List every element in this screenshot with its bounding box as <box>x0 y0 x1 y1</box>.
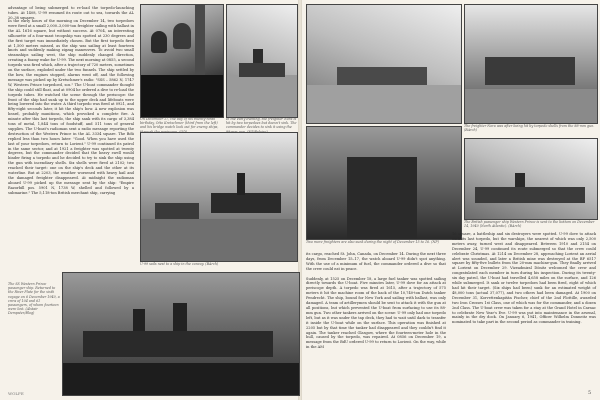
photo-5-caption: The freighter Nora was after being hit by torpedo shells from the 88-mm gun. (BArch) <box>464 124 595 133</box>
photo-western-prince <box>62 272 300 396</box>
page-number: 5 <box>588 390 592 396</box>
photo-7-caption: Two more freighters are also sunk during the night of December 15 to 16. (NP) <box>306 240 439 244</box>
left-footer: WOLFE <box>8 391 24 396</box>
photo-1-caption: On December 17, the day of his twenty-ninth birthday, Otto Kretschmer (third from the left) and his bridge watch look out for enemy ships, <box>140 117 219 130</box>
photo-4-caption: The SS Western Prince passenger ship. Returned to the River Plate for the sixth voyage on 6 December 1940, a crew of 104 and 61 passengers, of whom fourteen were lost. (Alstair Dempster/Blog) <box>8 282 60 316</box>
text-paragraph-1: advantage of being submerged to re-load the torpedo-launching tubes. At 1408, U-99 resumed its route out to sea, towards the AL 20–38 squares. <box>8 6 134 20</box>
photo-nora-gun <box>464 4 598 124</box>
photo-freighter-nora <box>226 4 298 118</box>
photo-uboat-tower <box>306 126 462 240</box>
photo-6-caption: The British passenger ship Western Prince is sent to the bottom on December 14, 1940 (North Atlantic). (BArch) <box>464 220 595 229</box>
photo-3-caption: U-99 sails next to a ship in the convoy. (BArch) <box>140 262 219 266</box>
photo-passenger-ship <box>464 138 598 220</box>
text-paragraph-2: In the early hours of the morning on December 14, two torpedoes were fired at a small 2,000–3,000-ton freighter sailing with ballast in the AL 1616 square, but without success. At 0704, an interesting silhouette of a four-mast troopship was spotted at 230 degrees and the first target was immediately chosen. But the first torpedo fired at 1,500 meters missed, as the ship was sailing at least fourteen knots and suddenly making zigzag maneuvers. To avoid two small steamships sailing west, the ship suddenly changed direction, creating a foamy wake for U-99. The next morning at 0855, a second torpedo was fired which, after a trajectory of 720 meters, sometimes on the surface, exploded under the two funnels. The ship settled by the bow, the engines stopped, alarms went off, and the following message was picked up by Kretschmer's radio: "SSS – 5862 N, 1747 W, Western Prince torpedoed, sos." The U-boat commander thought the ship could still float, and at 0904 he ordered a dive to re-load the torpedo tubes. He watched the scene through the periscope: the front of the ship had sunk up to the upper deck and lifeboats were being lowered into the water. A third torpedo was fired at 0921, and fifty-eight seconds later, it hit the ship's bow. A new explosion was heard, probably munitions, which provoked a complete fire. A minute after this last torpedo, the ship sank with its cargo of 3,384 tons of metal, 1,844 tons of foodstuff, and 511 tons of general supplies. The U-boat's radioman sent a radio message reporting the destruction of the Western Prince in the AL 3334 square. The Bdü replied less than two hours later: "Good. When you have used the last of your torpedoes, return to Lorient." U-99 continued its patrol in the same sector, and at 1921 a freighter was spotted at twenty degrees, but the commander decided that the heavy swell would hinder firing a torpedo and he decided to try to sink the ship using the gun with incendiary shells. Six shells were fired at 2102; two reached their target: one on the ship's deck and the other at its waterline. But at 2203, the weather worsened with heavy hail and the damaged freighter disappeared. At midnight the radioman aboard U-99 picked up the message sent by the ship: "Empire Razorbill pos. 5901 N, 1738 W, shelled and followed by a submarine." The 5,118-ton British merchant ship, carrying <box>8 19 134 195</box>
photo-periscope-officers <box>140 4 224 118</box>
text-column-2: 16 square, a battleship and six destroyers were spotted. U-99 dove to attack with its last torpedo, but the warships, the nearest of which was only 2,500 meters away, turned west and disappeared. Between 1910 and 2154 on December 24, U-99 continued its route submerged so that the crew could celebrate Christmas. At 1214 on December 28, approaching Lorient an aerial alert was sounded, and later a British mine was destroyed at the BF 6517 square by fifty-five bullets from the 20-mm machine-gun. They finally arrived at Lorient on December 29. Vizeadmiral Dönitz welcomed the crew and congratulated each member in turn during his inspection. During its twenty-six day patrol, the U-boat had travelled 4,658 miles on the surface, and 126 while submerged. It sank or twelve torpedoes had been fired, eight of which had hit their target. (Six ships had been) sunk for an estimated weight of 48,000 tons (actual 37,077), and two others had been damaged. At 1900 on December 31, Korvettenkapitän Fischer, chief of the 2nd Flottille, awarded two Iron Crosses 1st Class, one of which was for the commander, and a dozen 2nd Class. The U-boat crew was taken for a stay at the Grand Hotel in Carnac to celebrate New Year's Eve. U-99 was put into maintenance in the arsenal, mainly in the dry dock. On January 6, 1941, Officer Wilhelm Donneitz was nominated to take part in the second period as commander in training. <box>452 232 596 325</box>
photo-2-caption: In the early evening, the freighter Nora is hit by two torpedoes but doesn't sink. The commander decides to sink it using the <box>226 117 297 130</box>
photo-uboat-convoy <box>140 132 298 262</box>
photo-ship-sinking <box>306 4 462 124</box>
text-column-1: its cargo, reached St. John, Canada, on December 14. During the next three days, from December 15–17, the watch aboard U-99 didn't spot anything. With the use of a minimum of fuel, the commander ordered a dive so that the crew could eat in peace. Suddenly, at 1525 on December 18, a large fuel tanker was spotted sailing directly towards the U-boat. Five minutes later, U-99 dove for an attack at periscope depth. A torpedo was fired at 1615, after a trajectory of 575 meters it hit the machine room of the back of the 10,740-ton Dutch tanker Pendrecht. The ship, bound for New York and sailing with ballast, was only damaged. A team of artillerymen should be sent to attack it with the gun at all positions, but which prevented the U-boat from surfacing to use its 88-mm gun. Two other tankers arrived on the scene: U-99 only had one torpedo left, but as it was under the tap deck, they had to wait until dark to transfer it inside the U-boat while on the surface. This operation was finished at 2205 but by that time the tanker had disappeared and they couldn't find it again. The tanker reached Glasgow, where the fourteen-meter hole in the hull, caused by the torpedo, was repaired. At 0856 on December 19, a message from the BdU ordered U-99 to return to Lorient. On the way, while in the AM <box>306 252 446 350</box>
